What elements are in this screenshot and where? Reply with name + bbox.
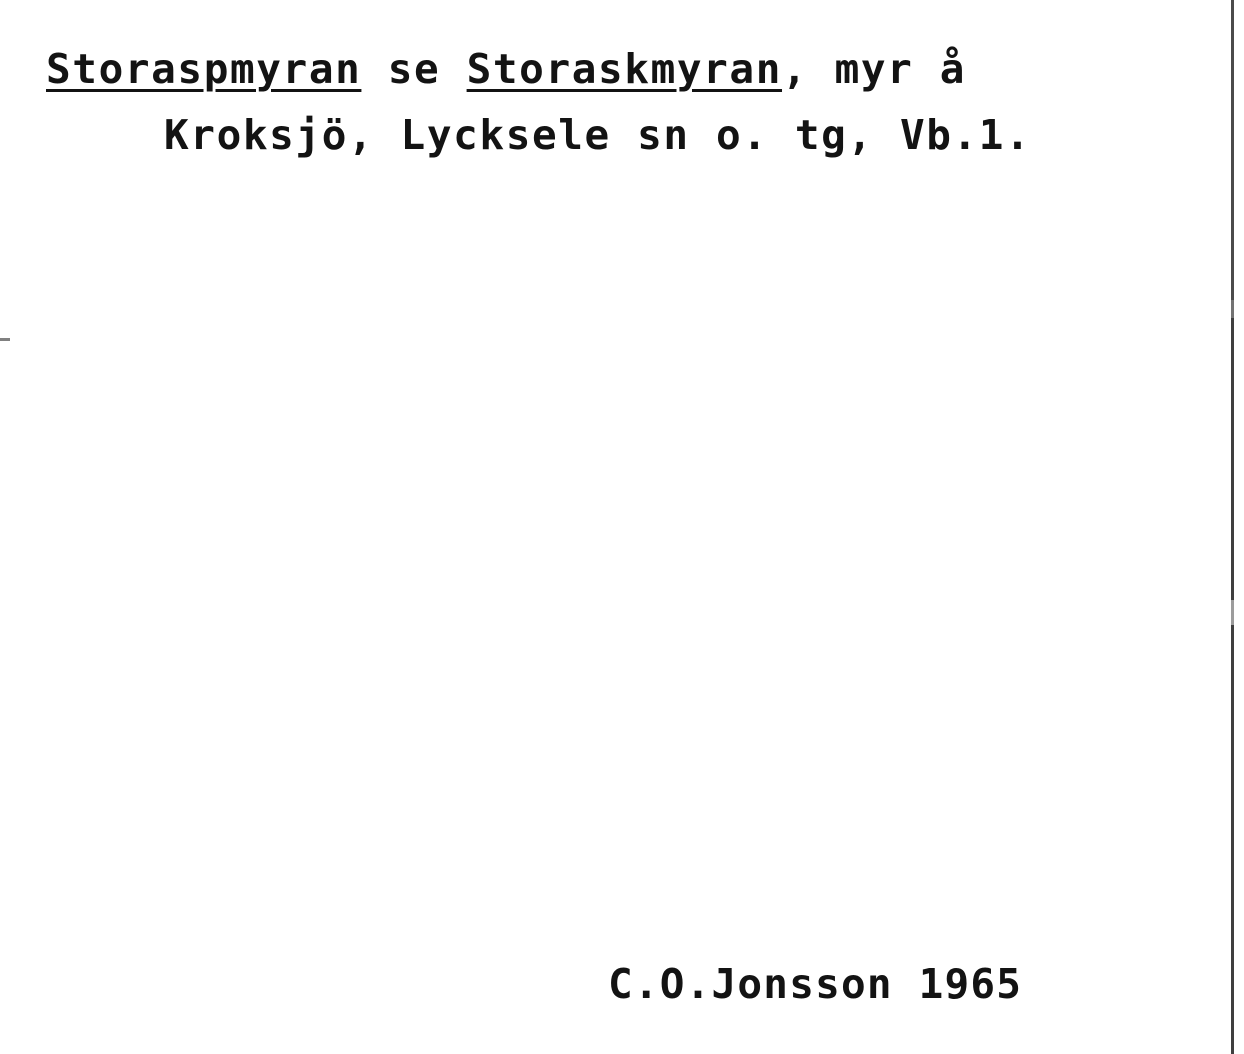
card-signature: C.O.Jonsson 1965 — [608, 960, 1023, 1008]
entry-see-word — [361, 45, 387, 93]
entry-headword: Storaspmyran — [46, 45, 362, 93]
card-edge-right-mark — [1231, 0, 1234, 1054]
entry-cross-reference: Storaskmyran — [466, 45, 783, 93]
entry-type-location: , myr å — [782, 45, 967, 93]
card-edge-left-mark — [0, 338, 10, 341]
entry-line-2: Kroksjö, Lycksele sn o. tg, Vb.1. — [164, 111, 1032, 159]
entry-spacer — [440, 45, 466, 93]
card-entry — [46, 36, 1196, 168]
entry-line-1 — [46, 36, 1196, 102]
entry-see-label: se — [387, 45, 441, 93]
